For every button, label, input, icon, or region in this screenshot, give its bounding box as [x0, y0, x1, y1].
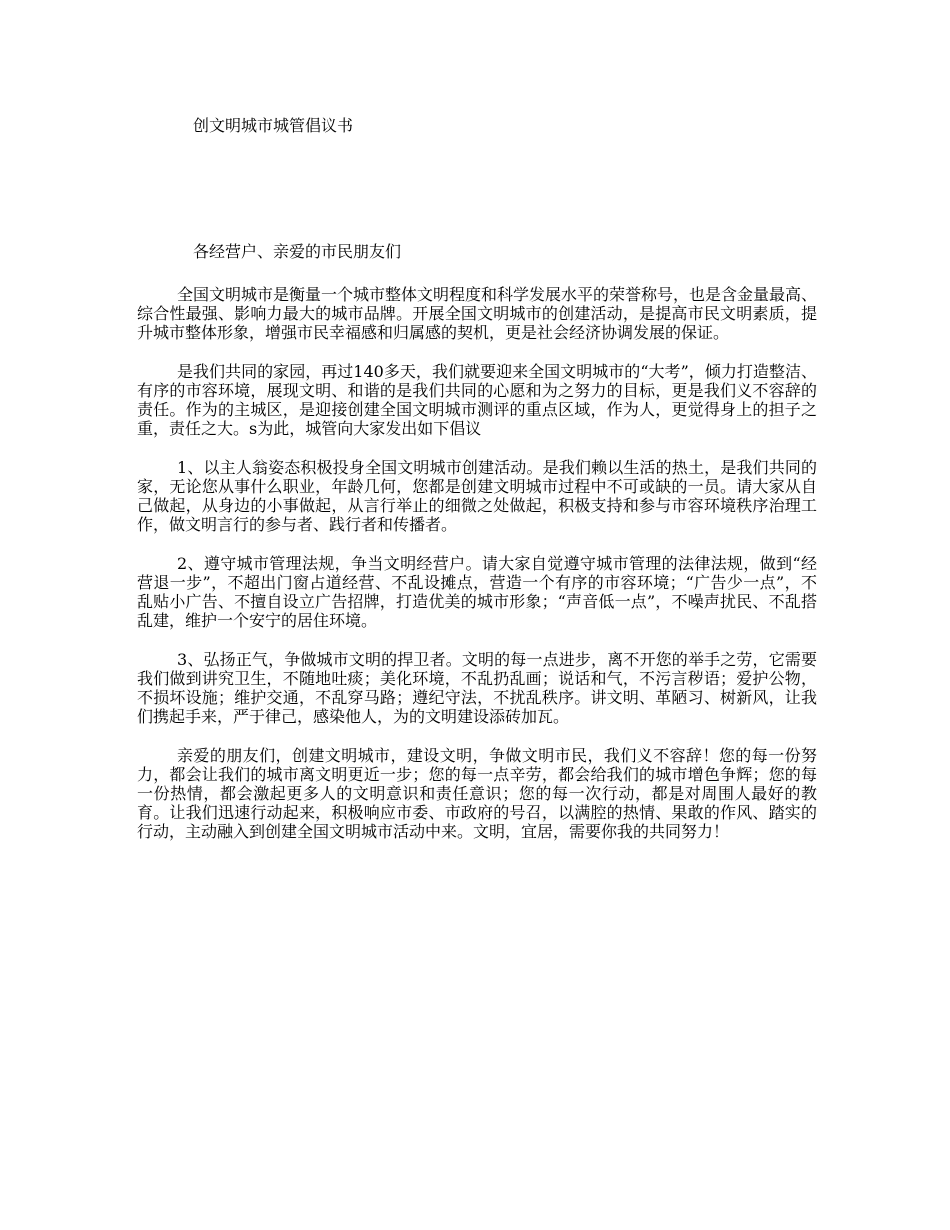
document-body	[137, 285, 817, 861]
paragraph-closing: 亲爱的朋友们，创建文明城市，建设文明，争做文明市民，我们义不容辞！您的每一份努力，都会让我们的城市离文明更近一步；您的每一点辛劳，都会给我们的城市增色争辉；您的每一份热情，都会激起更多人的文明意识和责任意识；您的每一次行动，都是对周围人最好的教育。让我们迅速行动起来，积极响应市委、市政府的号召，以满腔的热情、果敢的作风、踏实的行动，主动融入到创建全国文明城市活动中来。文明，宜居，需要你我的共同努力！	[137, 746, 817, 841]
salutation: 各经营户、亲爱的市民朋友们	[193, 242, 402, 261]
paragraph-intro: 全国文明城市是衡量一个城市整体文明程度和科学发展水平的荣誉称号，也是含金量最高、综合性最强、影响力最大的城市品牌。开展全国文明城市的创建活动，是提高市民文明素质，提升城市整体形象，增强市民幸福感和归属感的契机，更是社会经济协调发展的保证。	[137, 285, 818, 342]
paragraph-background: 是我们共同的家园，再过140多天，我们就要迎来全国文明城市的“大考”，倾力打造整洁、有序的市容环境，展现文明、和谐的是我们共同的心愿和为之努力的目标，更是我们义不容辞的责任。作为的主城区，是迎接创建全国文明城市测评的重点区域，作为人，更觉得身上的担子之重，责任之大。s为此，城管向大家发出如下倡议	[137, 362, 817, 438]
paragraph-proposal-2: 2、遵守城市管理法规，争当文明经营户。请大家自觉遵守城市管理的法律法规，做到“经营退一步”，不超出门窗占道经营、不乱设摊点，营造一个有序的市容环境；“广告少一点”，不乱贴小广告、不擅自设立广告招牌，打造优美的城市形象；“声音低一点”，不噪声扰民、不乱搭乱建，维护一个安宁的居住环境。	[137, 554, 817, 630]
document-title: 创文明城市城管倡议书	[193, 116, 354, 135]
paragraph-proposal-3: 3、弘扬正气，争做城市文明的捍卫者。文明的每一点进步，离不开您的举手之劳，它需要我们做到讲究卫生，不随地吐痰；美化环境，不乱扔乱画；说话和气，不污言秽语；爱护公物，不损坏设施；维护交通，不乱穿马路；遵纪守法，不扰乱秩序。讲文明、革陋习、树新风，让我们携起手来，严于律己，感染他人，为的文明建设添砖加瓦。	[137, 650, 817, 726]
paragraph-proposal-1: 1、以主人翁姿态积极投身全国文明城市创建活动。是我们赖以生活的热土，是我们共同的家，无论您从事什么职业，年龄几何，您都是创建文明城市过程中不可或缺的一员。请大家从自己做起，从身边的小事做起，从言行举止的细微之处做起，积极支持和参与市容环境秩序治理工作，做文明言行的参与者、践行者和传播者。	[137, 458, 817, 534]
